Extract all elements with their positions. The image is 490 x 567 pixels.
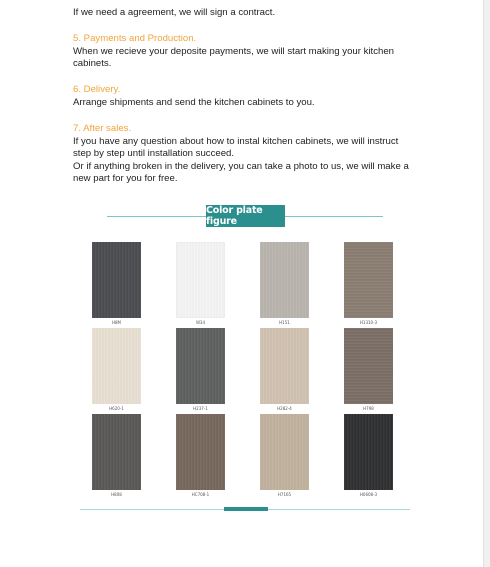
section-payments (73, 33, 418, 71)
section-body-line: Arrange shipments and send the kitchen cabinets to you. (73, 96, 315, 108)
swatch-code-label: H1310-3 (359, 320, 378, 325)
vertical-scrollbar[interactable] (483, 0, 490, 567)
contract-paragraph (73, 7, 418, 20)
color-swatch (92, 328, 141, 411)
section-after-sales (73, 123, 418, 186)
color-swatch (260, 414, 309, 497)
swatch-code-label: H151 (279, 320, 290, 325)
swatch-chip (260, 242, 309, 318)
swatch-chip (260, 414, 309, 490)
swatch-code-label: H8M (111, 320, 121, 325)
color-swatch (344, 242, 393, 325)
footer-accent-bar (224, 507, 268, 511)
swatch-code-label: H620-1 (109, 406, 124, 411)
color-swatch (260, 242, 309, 325)
swatch-chip (260, 328, 309, 404)
color-swatch (260, 328, 309, 411)
section-heading: 6. Delivery. (73, 84, 121, 95)
swatch-code-label: W34 (195, 320, 206, 325)
banner-rule-left (107, 216, 206, 217)
section-heading: 5. Payments and Production. (73, 33, 197, 44)
section-body-line: Or if anything broken in the delivery, you can take a photo to us, we will make a (73, 160, 409, 172)
banner-rule-right (285, 216, 383, 217)
swatch-chip (344, 242, 393, 318)
swatch-chip (344, 414, 393, 490)
color-swatch (176, 414, 225, 497)
color-swatch (92, 414, 141, 497)
color-swatch (176, 328, 225, 411)
color-plate-banner: Color plate figure (206, 205, 285, 227)
swatch-chip (92, 414, 141, 490)
section-body-line: If you have any question about how to instal kitchen cabinets, we will instruct (73, 135, 399, 147)
section-body-line: step by step until installation succeed. (73, 148, 235, 159)
color-swatch (344, 328, 393, 411)
swatch-chip (176, 414, 225, 490)
swatch-code-label: HC708-1 (191, 492, 210, 497)
swatch-chip (344, 328, 393, 404)
swatch-chip (176, 328, 225, 404)
swatch-code-label: H808 (111, 492, 122, 497)
section-delivery (73, 84, 418, 109)
swatch-code-label: H282-4 (277, 406, 292, 411)
swatch-chip (176, 242, 225, 318)
contract-text: If we need a agreement, we will sign a contract. (73, 7, 276, 18)
section-body-line: When we recieve your deposite payments, we will start making your kitchen (73, 45, 394, 57)
section-body-line: new part for you for free. (73, 173, 178, 184)
swatch-chip (92, 242, 141, 318)
swatch-code-label: H7165 (277, 492, 292, 497)
color-swatch (92, 242, 141, 325)
color-swatch (344, 414, 393, 497)
section-heading: 7. After sales. (73, 123, 132, 134)
color-plate-banner-row (0, 205, 490, 227)
swatch-code-label: H0608-3 (359, 492, 378, 497)
color-swatch (176, 242, 225, 325)
swatch-code-label: H798 (363, 406, 374, 411)
section-body-line: cabinets. (73, 58, 112, 69)
swatch-code-label: H237-1 (193, 406, 208, 411)
swatch-chip (92, 328, 141, 404)
color-swatch-grid (92, 242, 410, 502)
